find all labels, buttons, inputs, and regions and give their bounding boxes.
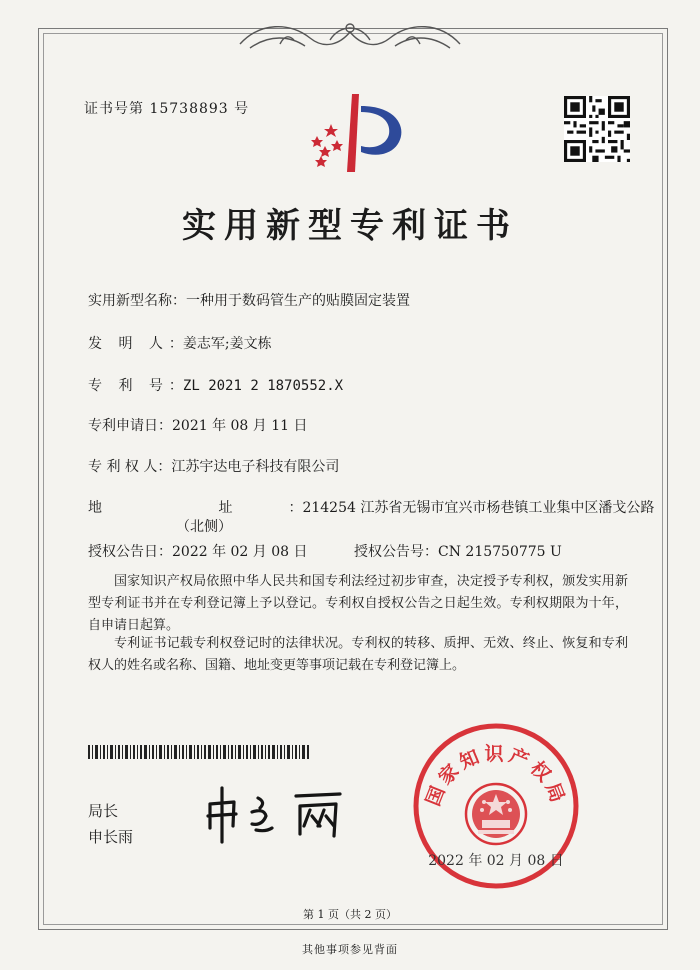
address-row (88, 497, 654, 517)
certificate-number-value: 15738893 (149, 101, 229, 117)
patent-number-row (88, 375, 343, 395)
seal-date: 2022 年 02 月 08 日 (428, 853, 564, 869)
grant-number-label: 授权公告号： (354, 544, 438, 560)
address-label: 地 址 (88, 500, 289, 516)
patent-number-value: ZL 2021 2 1870552.X (182, 378, 344, 394)
filing-date-label: 专利申请日： (88, 418, 172, 434)
address-line2-row (176, 516, 232, 536)
filing-date-value: 2021 年 08 月 11 日 (172, 418, 308, 434)
grant-date-row (88, 541, 308, 561)
patentee-value: 江苏宇达电子科技有限公司 (171, 459, 340, 475)
inventor-row (88, 333, 272, 353)
director-title: 局长 (88, 802, 119, 820)
director-name: 申长雨 (88, 828, 134, 846)
patent-number-colon: ： (168, 378, 183, 394)
grant-date-label: 授权公告日： (88, 544, 172, 560)
utility-model-name-row (88, 290, 410, 310)
filing-date-row (88, 415, 308, 435)
grant-number-value: CN 215750775 U (438, 544, 562, 560)
patentee-row (88, 456, 339, 476)
grant-statement-paragraph: 国家知识产权局依照中华人民共和国专利法经过初步审查，决定授予专利权，颁发实用新型专利证书并在专利登记簿上予以登记。专利权自授权公告之日起生效。专利权期限为十年，自申请日起算。 (88, 574, 628, 633)
seal-text: 国家知识产权局 (422, 743, 570, 810)
certificate-number-suffix: 号 (234, 101, 250, 117)
patent-number-label: 专 利 号 (88, 378, 169, 394)
national-emblem-icon (466, 784, 526, 844)
certificate-number-label: 证书号第 (84, 101, 144, 117)
page-number: 第 1 页（共 2 页） (303, 908, 397, 921)
utility-model-name-value: 一种用于数码管生产的贴膜固定装置 (186, 293, 410, 309)
address-colon: ： (288, 500, 303, 516)
inventor-value: 姜志军;姜文栋 (182, 336, 272, 352)
grant-number-row (354, 541, 562, 561)
cnipa-logo-icon (295, 92, 405, 177)
certificate-title: 实用新型专利证书 (182, 206, 518, 246)
qr-code-icon (564, 96, 630, 162)
grant-date-value: 2022 年 02 月 08 日 (172, 544, 308, 560)
patentee-label: 专 利 权 人： (88, 459, 172, 475)
top-ornament-icon (230, 14, 470, 62)
utility-model-name-label: 实用新型名称： (88, 293, 186, 309)
address-value-line2: （北侧） (176, 519, 232, 535)
certificate-number (84, 98, 249, 118)
address-value: 214254 江苏省无锡市宜兴市杨巷镇工业集中区潘戈公路 (302, 500, 655, 516)
director-signature (200, 782, 360, 848)
legal-status-paragraph: 专利证书记载专利权登记时的法律状况。专利权的转移、质押、无效、终止、恢复和专利权人的姓名或名称、国籍、地址变更等事项记载在专利登记簿上。 (88, 636, 628, 673)
barcode-icon (88, 745, 310, 759)
inventor-label: 发 明 人 (88, 336, 169, 352)
inventor-colon: ： (168, 336, 183, 352)
footer-note: 其他事项参见背面 (302, 943, 398, 956)
